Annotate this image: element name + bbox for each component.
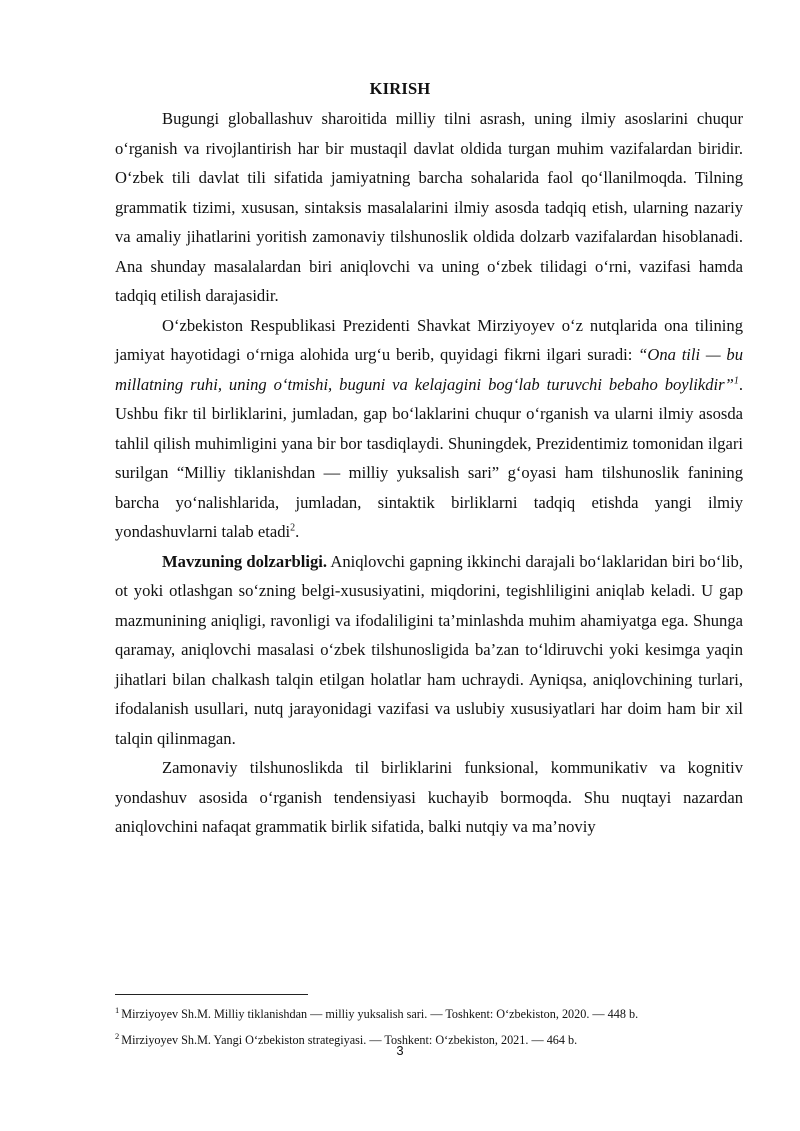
paragraph-lead: Mavzuning dolzarbligi. <box>162 551 328 571</box>
paragraph-text: Zamonaviy tilshunoslikda til birliklarini funksional, kommunikativ va kognitiv yondashuv asosida o‘rganish tendensiyasi kuchayib bormoqda. Shu nuqtayi nazardan aniqlovchini nafaqat grammatik birlik sifatida, balki nutqiy va ma’noviy <box>115 758 743 836</box>
footnote-text: Mirziyoyev Sh.M. Yangi O‘zbekiston strategiyasi. — Toshkent: O‘zbekiston, 2021. — 464 b. <box>121 1033 578 1047</box>
footnote-divider <box>115 994 308 995</box>
footnote-mark: 1 <box>115 1004 120 1015</box>
footnote-text: Mirziyoyev Sh.M. Milliy tiklanishdan — milliy yuksalish sari. — Toshkent: O‘zbekiston, 2020. — 448 b. <box>121 1007 639 1021</box>
paragraph-intro <box>115 104 743 311</box>
page-number: 3 <box>396 1043 404 1058</box>
body-text <box>115 104 743 842</box>
footnote-ref-2: 2 <box>290 522 296 534</box>
paragraph-modern-linguistics <box>115 753 743 842</box>
footnote-ref-1: 1 <box>733 374 739 386</box>
paragraph-president-quote: O‘zbekiston Respublikasi Prezidenti Shavkat Mirziyoyev o‘z nutqlarida ona tilining jamiyat hayotidagi o‘rniga alohida urg‘u berib, quyidagi fikrni ilgari suradi: “Ona tili — bu millatning ruhi, uning o‘tmishi, buguni va kelajagini bog‘lab turuvchi bebaho boylikdir”$^1$. Ushbu fikr til birliklarini, jumladan, gap bo‘laklarini chuqur o‘rganish va ularni ilmiy asosda tahlil qilish muhimligini yana bir bor tasdiqlaydi. Shuningdek, Prezidentimiz tomonidan ilgari surilgan “Milliy tiklanishdan — milliy yuksalish sari” g‘oyasi ham tilshunoslik fanining barcha yo‘nalishlarida, jumladan, sintaktik birliklarni tadqiq etishda yangi ilmiy yondashuvlarni talab etadi$^2$. <box>115 315 744 541</box>
paragraph-text: O‘zbekiston Respublikasi Prezidenti Shavkat Mirziyoyev o‘z nutqlarida ona tilining jamiyat hayotidagi o‘rniga alohida urg‘u berib, quyidagi fikrni ilgari suradi: <box>115 315 743 364</box>
paragraph-text: Bugungi globallashuv sharoitida milliy tilni asrash, uning ilmiy asoslarini chuqur o‘rganish va rivojlantirish har bir mustaqil davlat oldida turgan muhim vazifalardan biridir. O‘zbek tili davlat tili sifatida jamiyatning barcha sohalarida faol qo‘llanilmoqda. Tilning grammatik tizimi, xususan, sintaksis masalalarini ilmiy asosda tadqiq etish, ularning nazariy va amaliy jihatlarini yoritish zamonaviy tilshunoslik oldida dolzarb vazifalardan hisoblanadi. Ana shunday masalalardan biri aniqlovchi va uning o‘zbek tilidagi o‘rni, vazifasi hamda tadqiq etilish darajasidir. <box>115 109 743 305</box>
paragraph-text: Aniqlovchi gapning ikkinchi darajali bo‘laklaridan biri bo‘lib, ot yoki otlashgan so‘zning belgi-xususiyatini, miqdorini, tegishliligini aniqlab keladi. U gap mazmunining aniqligi, ravonligi va ifodaliligini ta’minlashda muhim ahamiyatga ega. Shunga qaramay, aniqlovchi masalasi o‘zbek tilshunosligida ba’zan to‘ldiruvchi yoki kesimga yaqin jihatlari bilan chalkash talqin etilgan holatlar ham uchraydi. Ayniqsa, aniqlovchining turlari, ifodalanish usullari, nutq jarayonidagi vazifasi va uslubiy xususiyatlari har doim ham bir xil talqin qilinmagan. <box>115 551 744 748</box>
paragraph-relevance <box>115 547 743 754</box>
footnote-1 <box>115 1001 755 1027</box>
quote-text: “Ona tili — bu millatning ruhi, uning o‘tmishi, buguni va kelajagini bog‘lab turuvchi bebaho boylikdir” <box>115 345 744 394</box>
paragraph-text: . Ushbu fikr til birliklarini, jumladan, gap bo‘laklarini chuqur o‘rganish va ularni ilmiy asosda tahlil qilish muhimligini yana bir bor tasdiqlaydi. Shuningdek, Prezidentimiz tomonidan ilgari surilgan “Milliy tiklanishdan — milliy yuksalish sari” g‘oyasi ham tilshunoslik fanining barcha yo‘nalishlarida, jumladan, sintaktik birliklarni tadqiq etishda yangi ilmiy yondashuvlarni talab etadi <box>115 374 743 541</box>
footnote-mark: 2 <box>115 1030 120 1041</box>
section-title: KIRISH <box>369 79 431 98</box>
